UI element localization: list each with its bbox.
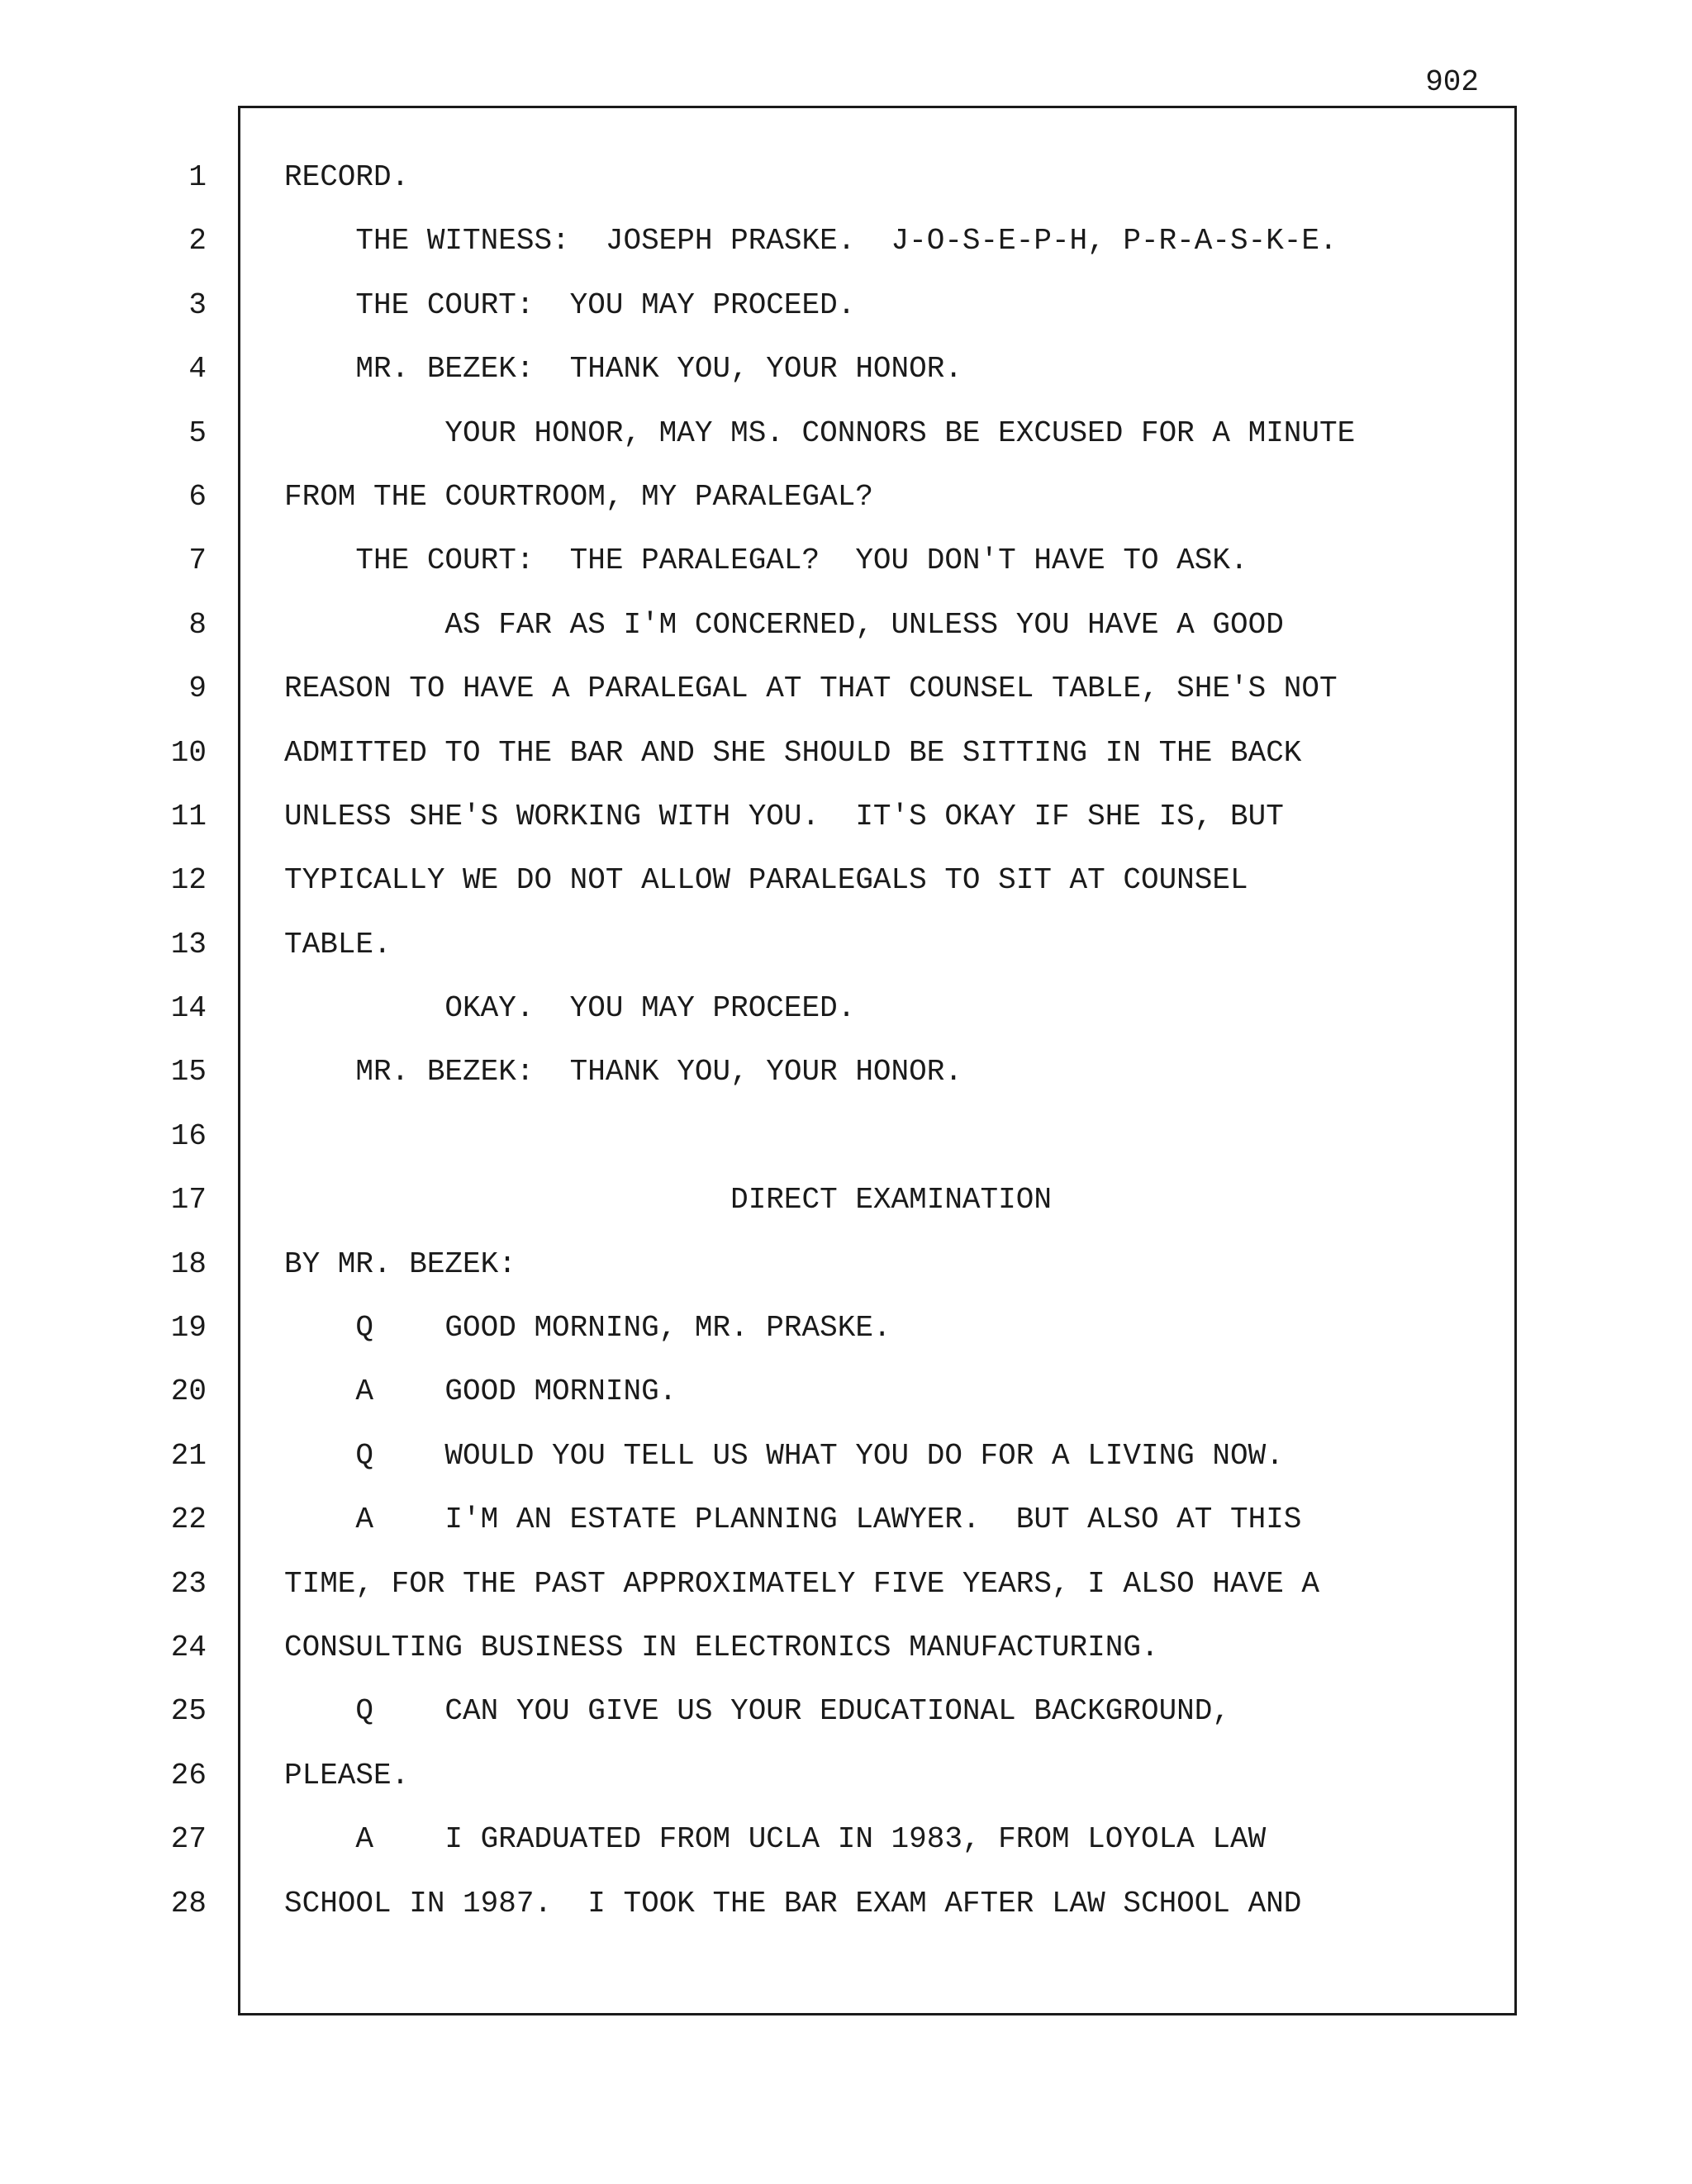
transcript-line: MR. BEZEK: THANK YOU, YOUR HONOR. bbox=[284, 352, 962, 387]
line-number: 12 bbox=[170, 863, 207, 898]
transcript-line: THE COURT: YOU MAY PROCEED. bbox=[284, 287, 856, 322]
line-number: 10 bbox=[170, 735, 207, 770]
line-number: 23 bbox=[170, 1566, 207, 1601]
line-number: 7 bbox=[188, 544, 207, 578]
line-number: 21 bbox=[170, 1438, 207, 1473]
transcript-line: A GOOD MORNING. bbox=[284, 1374, 677, 1409]
transcript-line: A I GRADUATED FROM UCLA IN 1983, FROM LOYOLA LAW bbox=[284, 1822, 1267, 1857]
line-number: 4 bbox=[188, 352, 207, 387]
line-number: 9 bbox=[188, 672, 207, 706]
line-number: 24 bbox=[170, 1630, 207, 1664]
transcript-line: ADMITTED TO THE BAR AND SHE SHOULD BE SITTING IN THE BACK bbox=[284, 735, 1302, 770]
transcript-line bbox=[284, 1114, 1507, 1178]
transcript-line: A I'M AN ESTATE PLANNING LAWYER. BUT ALSO AT THIS bbox=[284, 1503, 1302, 1537]
line-number: 19 bbox=[170, 1311, 207, 1346]
transcript-line: RECORD. bbox=[284, 160, 410, 194]
line-number: 3 bbox=[188, 287, 207, 322]
line-number: 18 bbox=[170, 1246, 207, 1281]
transcript-line: THE COURT: THE PARALEGAL? YOU DON'T HAVE TO ASK. bbox=[284, 544, 1248, 578]
transcript-line: FROM THE COURTROOM, MY PARALEGAL? bbox=[284, 479, 873, 514]
line-number: 13 bbox=[170, 927, 207, 961]
page-number: 902 bbox=[1425, 65, 1479, 99]
transcript-line: Q CAN YOU GIVE US YOUR EDUCATIONAL BACKGROUND, bbox=[284, 1694, 1230, 1729]
transcript-line: PLEASE. bbox=[284, 1758, 410, 1792]
transcript-line: AS FAR AS I'M CONCERNED, UNLESS YOU HAVE A GOOD bbox=[284, 607, 1284, 642]
line-number: 2 bbox=[188, 224, 207, 259]
transcript-line: THE WITNESS: JOSEPH PRASKE. J-O-S-E-P-H, P-R-A-S-K-E. bbox=[284, 224, 1338, 259]
line-number: 14 bbox=[170, 991, 207, 1026]
transcript-line: MR. BEZEK: THANK YOU, YOUR HONOR. bbox=[284, 1055, 962, 1090]
line-number: 17 bbox=[170, 1183, 207, 1218]
transcript-line: SCHOOL IN 1987. I TOOK THE BAR EXAM AFTER LAW SCHOOL AND bbox=[284, 1886, 1302, 1920]
transcript-line: REASON TO HAVE A PARALEGAL AT THAT COUNSEL TABLE, SHE'S NOT bbox=[284, 672, 1338, 706]
section-heading: DIRECT EXAMINATION bbox=[284, 1183, 1052, 1218]
line-number: 28 bbox=[170, 1886, 207, 1920]
transcript-line: Q WOULD YOU TELL US WHAT YOU DO FOR A LIVING NOW. bbox=[284, 1438, 1284, 1473]
line-number: 11 bbox=[170, 799, 207, 833]
line-number: 8 bbox=[188, 607, 207, 642]
transcript-line: CONSULTING BUSINESS IN ELECTRONICS MANUFACTURING. bbox=[284, 1630, 1159, 1664]
transcript-text bbox=[284, 155, 1507, 1945]
line-number: 6 bbox=[188, 479, 207, 514]
transcript-line: BY MR. BEZEK: bbox=[284, 1246, 516, 1281]
line-number: 1 bbox=[188, 160, 207, 194]
transcript-line: UNLESS SHE'S WORKING WITH YOU. IT'S OKAY IF SHE IS, BUT bbox=[284, 799, 1284, 833]
transcript-line: YOUR HONOR, MAY MS. CONNORS BE EXCUSED FOR A MINUTE bbox=[284, 415, 1356, 450]
transcript-line: TIME, FOR THE PAST APPROXIMATELY FIVE YEARS, I ALSO HAVE A bbox=[284, 1566, 1320, 1601]
line-number: 26 bbox=[170, 1758, 207, 1792]
line-number: 20 bbox=[170, 1374, 207, 1409]
line-number: 27 bbox=[170, 1822, 207, 1857]
transcript-line: Q GOOD MORNING, MR. PRASKE. bbox=[284, 1311, 891, 1346]
line-number: 5 bbox=[188, 415, 207, 450]
transcript-line: TYPICALLY WE DO NOT ALLOW PARALEGALS TO SIT AT COUNSEL bbox=[284, 863, 1248, 898]
line-number: 25 bbox=[170, 1694, 207, 1729]
line-number-column bbox=[124, 155, 207, 1945]
transcript-line: TABLE. bbox=[284, 927, 392, 961]
line-number: 16 bbox=[170, 1118, 207, 1153]
line-number: 22 bbox=[170, 1503, 207, 1537]
transcript-line: OKAY. YOU MAY PROCEED. bbox=[284, 991, 856, 1026]
line-number: 15 bbox=[170, 1055, 207, 1090]
